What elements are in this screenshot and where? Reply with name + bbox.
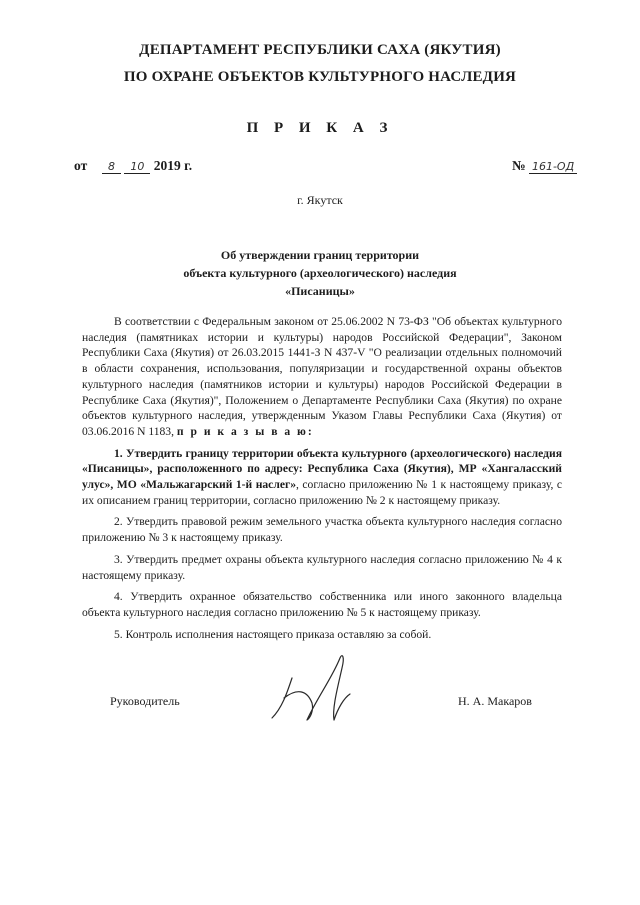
header-line-1: ДЕПАРТАМЕНТ РЕСПУБЛИКИ САХА (ЯКУТИЯ) [139, 42, 501, 58]
signatory-name: Н. А. Макаров [458, 694, 532, 708]
date-day: 8 [102, 160, 121, 174]
number-value: 161-ОД [529, 160, 577, 174]
subject-line-2: объекта культурного (археологического) наследия [183, 266, 457, 280]
order-word: п р и к а з ы в а ю: [176, 424, 314, 438]
intro-text: В соответствии с Федеральным законом от 25.06.2002 N 73-ФЗ "Об объектах культурного наследия (памятниках истории и культуры) народов Российской Федерации", Законом Республики Саха (Якутия) от 26.03.2015 1441-З N 437-V "О реализации отдельных полномочий в области сохранения, использования, популяризации и государственной охраны объектов культурного наследия (памятников истории и культуры) народов Российской Федерации в Республике Саха (Якутия)", Положением о Департаменте Республики Саха (Якутия) по охране объектов культурного наследия, утвержденным Указом Главы Республики Саха (Якутия) от 03.06.2016 N 1183, [82, 315, 562, 438]
intro-paragraph [82, 314, 562, 440]
date-month: 10 [124, 160, 150, 174]
item-4: 4. Утвердить охранное обязательство собственника или иного законного владельца объекта культурного наследия согласно приложению № 5 к настоящему приказу. [82, 590, 562, 619]
subject-line-1: Об утверждении границ территории [220, 248, 420, 262]
item-5: 5. Контроль исполнения настоящего приказа оставляю за собой. [114, 627, 432, 641]
subject-line-3: «Писаницы» [285, 284, 355, 298]
date-prefix: от [74, 158, 88, 173]
order-number [512, 158, 577, 174]
date-year: 2019 г. [153, 158, 193, 173]
order-body [82, 314, 562, 648]
item-2: 2. Утвердить правовой режим земельного участка объекта культурного наследия согласно приложению № 3 к настоящему приказу. [82, 515, 562, 545]
item-3: 3. Утвердить предмет охраны объекта культурного наследия согласно приложению № 4 к настоящему приказу. [82, 552, 562, 582]
handwritten-signature [262, 648, 382, 728]
item-1-rest: , согласно приложению № 1 к настоящему приказу, с их описанием границ территории, согласно приложению № 2 к настоящему приказу. [82, 478, 562, 507]
header-line-2: ПО ОХРАНЕ ОБЪЕКТОВ КУЛЬТУРНОГО НАСЛЕДИЯ [123, 69, 517, 85]
city: г. Якутск [297, 193, 343, 207]
signature-role: Руководитель [110, 694, 180, 708]
item-1 [82, 446, 562, 509]
order-date [74, 158, 192, 174]
item-1-bold: 1. Утвердить границу территории объекта культурного (археологического) наследия «Писаницы», расположенного по адресу: Республика Саха (Якутия), МР «Хангаласский улус», МО «Мальжагарский 1-й наслег» [82, 446, 562, 492]
order-title: П Р И К А З [246, 120, 394, 136]
number-prefix: № [512, 158, 526, 173]
